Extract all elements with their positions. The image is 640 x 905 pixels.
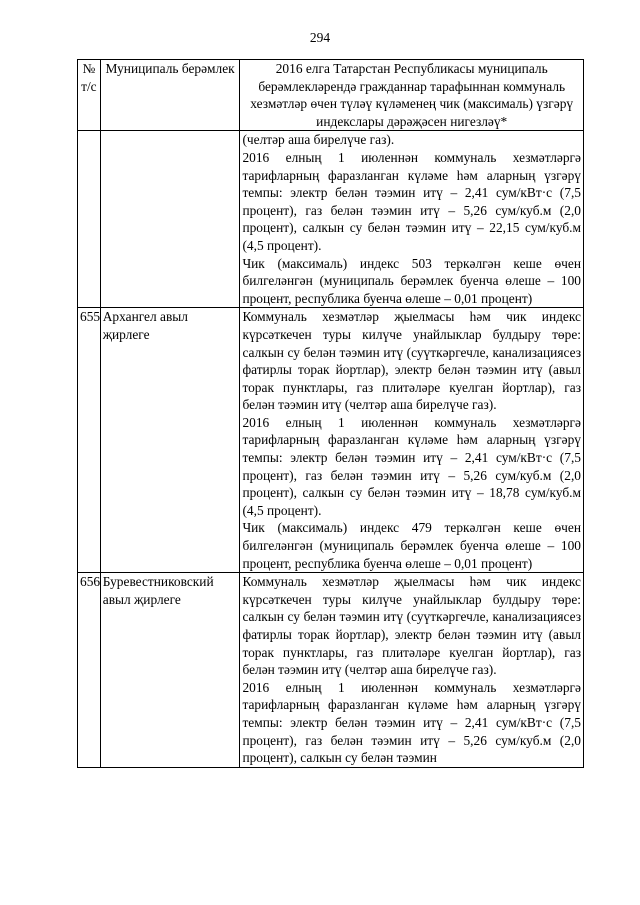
table-row (78, 573, 584, 768)
paragraph: Чик (максималь) индекс 503 теркәлгән кеше өчен билгеләнгән (муниципаль берәмлек буенча өлеше – 100 процент, республика буенча өлеше – 0,01 процент) (242, 255, 581, 306)
row-municipality: Буревестниковский авыл җирлеге (100, 573, 240, 768)
paragraph: Чик (максималь) индекс 479 теркәлгән кеше өчен билгеләнгән (муниципаль берәмлек буенча өлеше – 100 процент, республика буенча өлеше – 0,01 процент) (242, 520, 581, 571)
header-number: № т/с (78, 60, 101, 131)
paragraph: 2016 елның 1 июленнән коммуналь хезмәтләргә тарифларның фаразланган күләме һәм аларның үзгәрү темпы: электр белән тәэмин итү – 2,41 сум/кВт·с (7,5 процент), газ белән тәэмин итү – 5,26 сум/куб.м (2,0 процент), салкын су белән тәэмин итү – 18,78 сум/куб.м (4,5 процент). (242, 414, 581, 518)
page-number: 294 (309, 30, 331, 45)
row-number (78, 131, 101, 308)
row-municipality: Архангел авыл җирлеге (100, 308, 240, 573)
paragraph: (челтәр аша бирелүче газ). (242, 132, 395, 148)
table-row (78, 131, 584, 308)
row-number: 655 (78, 308, 101, 573)
header-description: 2016 елга Татарстан Республикасы муниципаль берәмлекләрендә гражданнар тарафыннан коммуналь хезмәтләр өчен түләү күләменең чик (максималь) үзгәрү индекслары дәрәҗәсен нигезләү* (240, 60, 584, 131)
paragraph: Коммуналь хезмәтләр җыелмасы һәм чик индекс күрсәткечен туры килүче унайлыклар булдыру төре: салкын су белән тәэмин итү (суүткәргечле, канализациясез фатирлы торак йортлар), электр белән тәэмин итү (авыл торак пунктлары, газ плитәләре куелган йортлар), газ белән тәэмин итү (челтәр аша бирелүче газ). (242, 574, 581, 678)
paragraph: Коммуналь хезмәтләр җыелмасы һәм чик индекс күрсәткечен туры килүче унайлыклар булдыру төре: салкын су белән тәэмин итү (суүткәргечле, канализациясез фатирлы торак йортлар), электр белән тәэмин итү (авыл торак пунктлары, газ плитәләре куелган йортлар), газ белән тәэмин итү (челтәр аша бирелүче газ). (242, 309, 581, 413)
row-description (240, 308, 584, 573)
header-municipality: Муниципаль берәмлек (100, 60, 240, 131)
row-municipality (100, 131, 240, 308)
paragraph: 2016 елның 1 июленнән коммуналь хезмәтләргә тарифларның фаразланган күләме һәм аларның үзгәрү темпы: электр белән тәэмин итү – 2,41 сум/кВт·с (7,5 процент), газ белән тәэмин итү – 5,26 сум/куб.м (2,0 процент), салкын су белән тәэмин итү – 22,15 сум/куб.м (4,5 процент). (242, 149, 581, 253)
table-row (78, 308, 584, 573)
document-table (77, 59, 584, 768)
row-description (240, 131, 584, 308)
table-header-row (78, 60, 584, 131)
paragraph: 2016 елның 1 июленнән коммуналь хезмәтләргә тарифларның фаразланган күләме һәм аларның үзгәрү темпы: электр белән тәэмин итү – 2,41 сум/кВт·с (7,5 процент), газ белән тәэмин итү – 5,26 сум/куб.м (2,0 процент), салкын су белән тәэмин (242, 679, 581, 766)
row-description (240, 573, 584, 768)
row-number: 656 (78, 573, 101, 768)
